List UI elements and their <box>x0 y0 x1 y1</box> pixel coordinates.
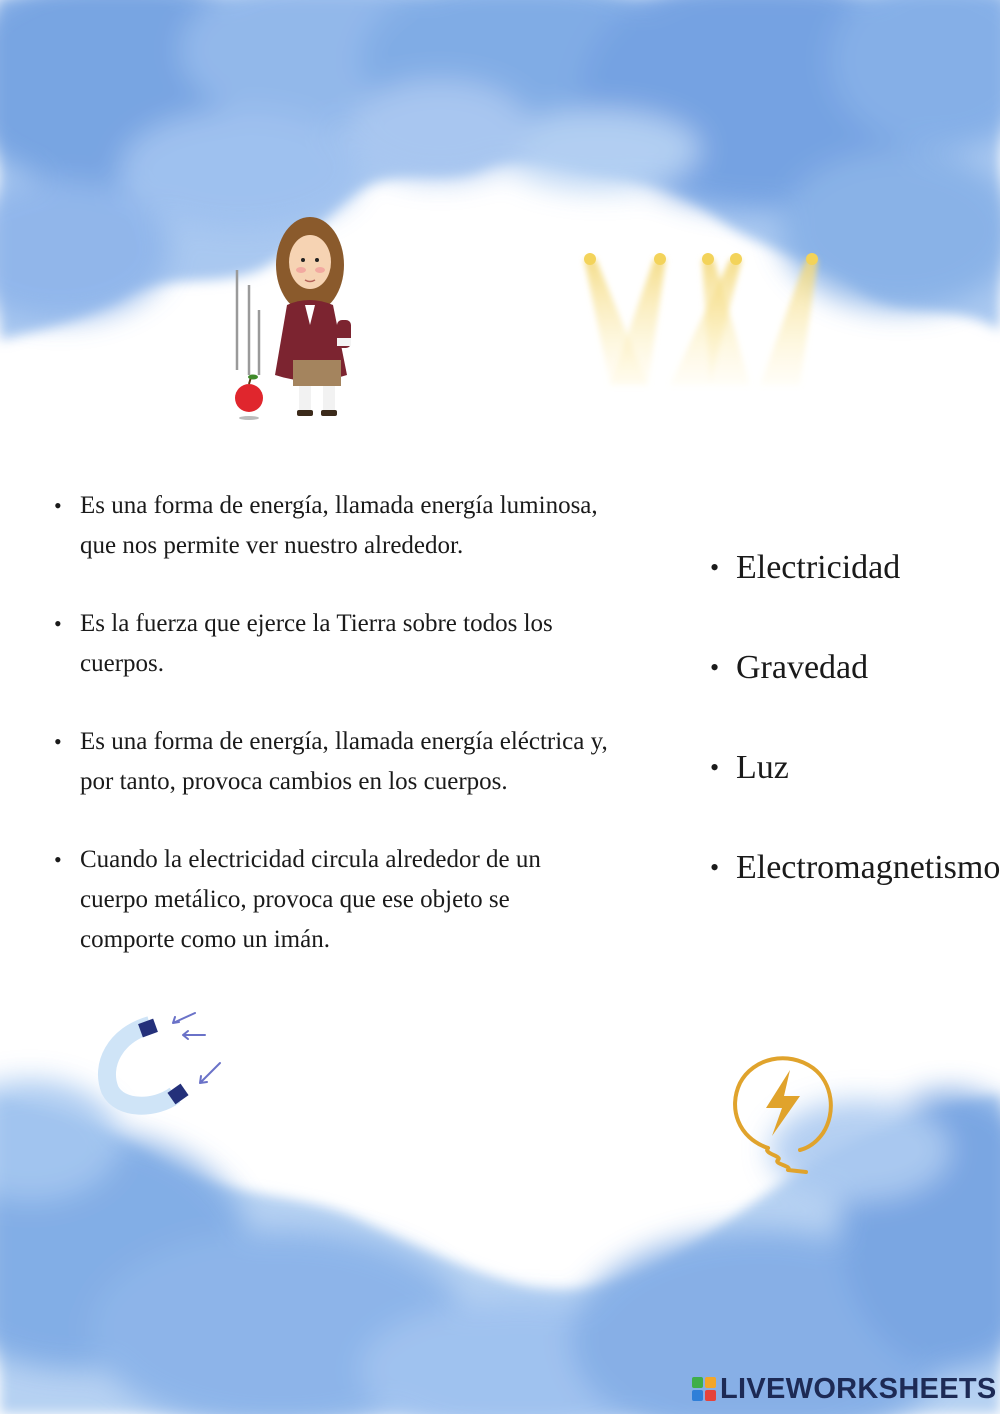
liveworksheets-logo-icon <box>692 1377 716 1401</box>
answers-list <box>708 546 1000 946</box>
newton-apple-illustration <box>225 210 365 425</box>
definition-item: • Es una forma de energía, llamada energía luminosa, que nos permite ver nuestro alrededor. <box>50 486 610 566</box>
definition-item: • Es la fuerza que ejerce la Tierra sobre todos los cuerpos. <box>50 604 610 684</box>
answer-item[interactable]: • Luz <box>708 746 1000 846</box>
definitions-list <box>50 486 610 998</box>
lightning-bolt-icon <box>728 1048 838 1178</box>
definition-item: • Cuando la electricidad circula alrededor de un cuerpo metálico, provoca que ese objeto se comporte como un imán. <box>50 840 610 960</box>
magnet-icon <box>95 1005 230 1120</box>
answer-item[interactable]: • Electricidad <box>708 546 1000 646</box>
answer-item[interactable]: • Electromagnetismo <box>708 846 1000 946</box>
definition-item: • Es una forma de energía, llamada energía eléctrica y, por tanto, provoca cambios en los cuerpos. <box>50 722 610 802</box>
spotlight-beams-illustration <box>570 245 830 395</box>
answer-item[interactable]: • Gravedad <box>708 646 1000 746</box>
brand-name: LIVEWORKSHEETS <box>720 1372 997 1405</box>
liveworksheets-brand <box>692 1372 997 1406</box>
